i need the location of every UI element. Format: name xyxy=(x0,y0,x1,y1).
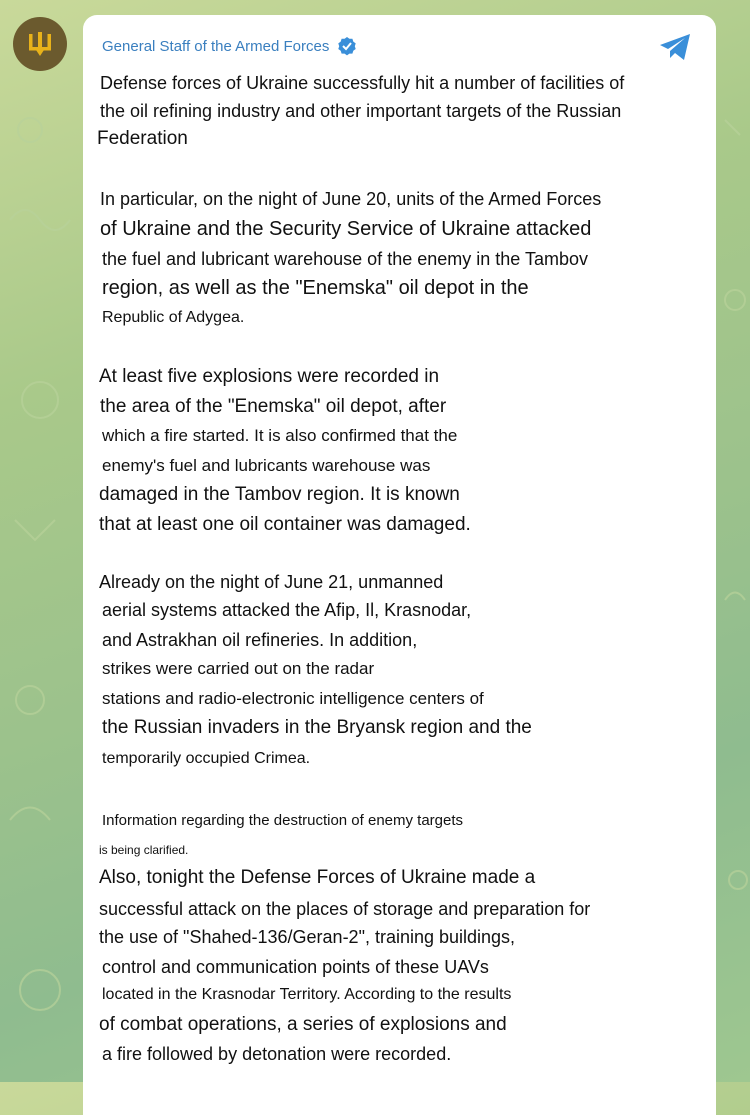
verified-badge-icon xyxy=(337,36,357,56)
post-line: the area of the "Enemska" oil depot, after xyxy=(100,396,447,417)
post-line: In particular, on the night of June 20, units of the Armed Forces xyxy=(100,189,602,209)
post-line: At least five explosions were recorded in xyxy=(99,366,440,387)
post-line: a fire followed by detonation were recorded. xyxy=(102,1044,452,1064)
post-line: the fuel and lubricant warehouse of the enemy in the Tambov xyxy=(102,249,588,269)
post-line: region, as well as the "Enemska" oil depot in the xyxy=(102,277,529,299)
post-line: temporarily occupied Crimea. xyxy=(102,750,311,767)
post-line: that at least one oil container was damaged. xyxy=(99,514,471,535)
post-line: aerial systems attacked the Afip, Il, Krasnodar, xyxy=(102,600,472,620)
post-line: Also, tonight the Defense Forces of Ukraine made a xyxy=(99,867,536,888)
post-line: strikes were carried out on the radar xyxy=(102,659,375,678)
post-line: of Ukraine and the Security Service of Ukraine attacked xyxy=(100,218,592,240)
telegram-icon[interactable] xyxy=(658,32,692,62)
post-line: stations and radio-electronic intelligence centers of xyxy=(102,689,484,708)
post-line: is being clarified. xyxy=(99,843,189,857)
post-line: Republic of Adygea. xyxy=(102,309,245,326)
post-line: Information regarding the destruction of enemy targets xyxy=(102,812,464,829)
post-line: Already on the night of June 21, unmanned xyxy=(99,572,444,592)
channel-name[interactable]: General Staff of the Armed Forces xyxy=(102,37,330,55)
post-line: located in the Krasnodar Territory. According to the results xyxy=(102,986,512,1003)
post-line: and Astrakhan oil refineries. In addition, xyxy=(102,630,418,650)
post-line: Federation xyxy=(97,128,188,149)
trident-emblem-icon xyxy=(25,29,55,59)
post-line: the oil refining industry and other important targets of the Russian xyxy=(100,101,622,121)
post-line: the use of "Shahed-136/Geran-2", training buildings, xyxy=(99,927,516,947)
post-line: control and communication points of these UAVs xyxy=(102,957,489,977)
channel-header[interactable] xyxy=(102,36,357,56)
post-line: which a fire started. It is also confirmed that the xyxy=(102,426,458,445)
post-card xyxy=(83,15,716,1115)
channel-avatar[interactable] xyxy=(13,17,67,71)
post-line: enemy's fuel and lubricants warehouse was xyxy=(102,456,431,475)
post-line: Defense forces of Ukraine successfully hit a number of facilities of xyxy=(100,73,625,93)
post-line: the Russian invaders in the Bryansk region and the xyxy=(102,717,532,738)
post-line: successful attack on the places of storage and preparation for xyxy=(99,899,591,919)
post-line: of combat operations, a series of explosions and xyxy=(99,1014,507,1035)
post-line: damaged in the Tambov region. It is known xyxy=(99,484,460,505)
